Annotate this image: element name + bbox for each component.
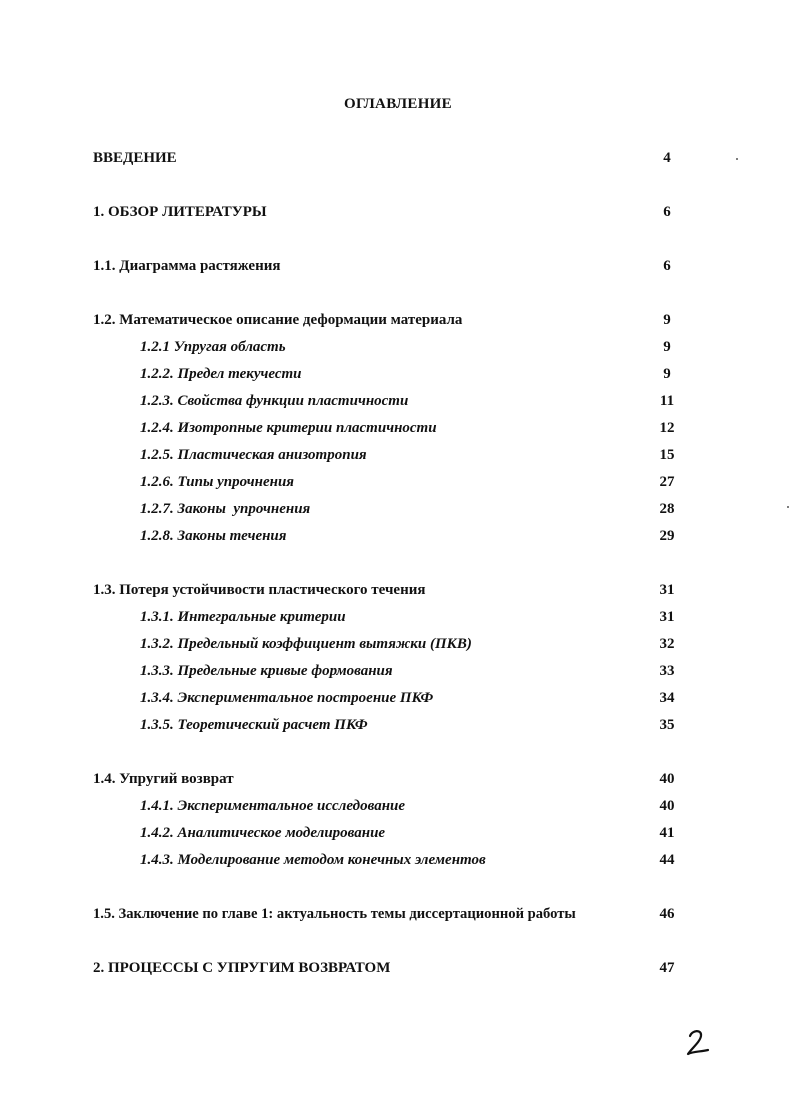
toc-entry [0, 499, 796, 519]
toc-entry-label: 1.3. Потеря устойчивости пластического течения [93, 582, 426, 598]
toc-entry-label: 1.2.6. Типы упрочнения [140, 474, 295, 490]
toc-entry-label: 1.4.3. Моделирование методом конечных элементов [140, 852, 486, 868]
toc-entry [0, 607, 796, 627]
toc-entry [0, 769, 796, 789]
toc-entry-page: 46 [659, 906, 675, 922]
toc-entry [0, 418, 796, 438]
toc-entry-label: 1.5. Заключение по главе 1: актуальность темы диссертационной работы [93, 906, 576, 922]
toc-entry-page: 11 [659, 393, 675, 409]
toc-entry-label: 1.2.1 Упругая область [140, 339, 286, 355]
toc-entry-page: 40 [659, 798, 675, 814]
toc-entry-label: 1.4.1. Экспериментальное исследование [140, 798, 406, 814]
toc-entry-page: 32 [659, 636, 675, 652]
toc-entry-page: 9 [663, 339, 671, 355]
toc-entry-page: 29 [659, 528, 675, 544]
toc-entry-page: 9 [663, 366, 671, 382]
toc-entry-label: 1. ОБЗОР ЛИТЕРАТУРЫ [93, 204, 267, 220]
toc-entry-page: 31 [659, 609, 675, 625]
toc-entry [0, 202, 796, 222]
toc-entry-page: 6 [663, 204, 671, 220]
toc-entry [0, 391, 796, 411]
toc-entry-page: 4 [663, 150, 671, 166]
toc-entry-label: 1.3.1. Интегральные критерии [140, 609, 346, 625]
toc-entry-page: 40 [659, 771, 675, 787]
toc-entry-label: 1.3.4. Экспериментальное построение ПКФ [140, 690, 434, 706]
toc-entry [0, 580, 796, 600]
scan-speck [787, 506, 789, 508]
toc-entry [0, 148, 796, 168]
toc-entry [0, 256, 796, 276]
toc-entry-page: 28 [659, 501, 675, 517]
handwritten-page-number-icon [684, 1028, 712, 1058]
toc-entry [0, 715, 796, 735]
toc-entry-page: 47 [659, 960, 675, 976]
toc-entry-page: 44 [659, 852, 675, 868]
toc-title: ОГЛАВЛЕНИЕ [344, 96, 452, 112]
toc-entry-page: 34 [659, 690, 675, 706]
toc-entry-page: 9 [663, 312, 671, 328]
toc-entry-page: 12 [659, 420, 675, 436]
toc-entry-page: 41 [659, 825, 675, 841]
toc-entry-label: 1.3.3. Предельные кривые формования [140, 663, 393, 679]
toc-entry-label: 1.3.5. Теоретический расчет ПКФ [140, 717, 368, 733]
toc-entry-label: 1.3.2. Предельный коэффициент вытяжки (ПКВ) [140, 636, 472, 652]
toc-entry-page: 31 [659, 582, 675, 598]
toc-entry-label: 1.2.7. Законы упрочнения [140, 501, 311, 517]
toc-entry [0, 310, 796, 330]
toc-entry-label: 1.2. Математическое описание деформации материала [93, 312, 463, 328]
toc-entry-label: 1.2.8. Законы течения [140, 528, 287, 544]
toc-entry-label: ВВЕДЕНИЕ [93, 150, 177, 166]
toc-entry [0, 472, 796, 492]
toc-entry-page: 35 [659, 717, 675, 733]
toc-entry [0, 688, 796, 708]
toc-entry-label: 1.2.4. Изотропные критерии пластичности [140, 420, 437, 436]
toc-entry [0, 904, 796, 924]
toc-entry-label: 2. ПРОЦЕССЫ С УПРУГИМ ВОЗВРАТОМ [93, 960, 391, 976]
toc-entry-label: 1.4. Упругий возврат [93, 771, 234, 787]
toc-entry-label: 1.1. Диаграмма растяжения [93, 258, 281, 274]
toc-entry [0, 445, 796, 465]
toc-entry-page: 33 [659, 663, 675, 679]
toc-entry [0, 634, 796, 654]
toc-entry-label: 1.2.3. Свойства функции пластичности [140, 393, 409, 409]
toc-entry-label: 1.2.2. Предел текучести [140, 366, 302, 382]
toc-entry [0, 850, 796, 870]
toc-entry-page: 6 [663, 258, 671, 274]
toc-entry [0, 364, 796, 384]
toc-entry [0, 661, 796, 681]
toc-entry [0, 337, 796, 357]
scan-speck [736, 158, 738, 160]
toc-entry [0, 958, 796, 978]
toc-entry-label: 1.4.2. Аналитическое моделирование [140, 825, 386, 841]
toc-entry-page: 15 [659, 447, 675, 463]
toc-entry [0, 796, 796, 816]
toc-entry [0, 526, 796, 546]
toc-entry-label: 1.2.5. Пластическая анизотропия [140, 447, 367, 463]
toc-entry-page: 27 [659, 474, 675, 490]
toc-entry [0, 823, 796, 843]
